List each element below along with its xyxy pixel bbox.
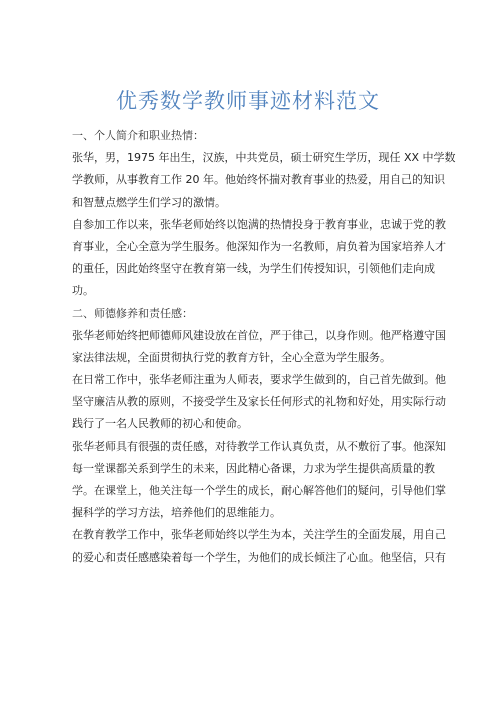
text-line: 育事业，全心全意为学生服务。他深知作为一名教师，肩负着为国家培养人才	[72, 239, 446, 253]
text-line: 张华，男，1975 年出生，汉族，中共党员，硕士研究生学历，现任 XX 中学数	[72, 151, 456, 165]
document-title: 优秀数学教师事迹材料范文	[116, 89, 380, 113]
text-line: 学。在课堂上，他关注每一个学生的成长，耐心解答他们的疑问，引导他们掌	[72, 484, 446, 497]
text-line: 在教育教学工作中，张华老师始终以学生为本，关注学生的全面发展，用自己	[72, 528, 446, 542]
text-line: 二、师德修养和责任感：	[72, 306, 193, 320]
text-line: 在日常工作中，张华老师注重为人师表，要求学生做到的，自己首先做到。他	[72, 373, 446, 387]
text-line: 自参加工作以来，张华老师始终以饱满的热情投身于教育事业，忠诚于党的教	[72, 217, 446, 231]
paragraph-2	[72, 214, 446, 303]
paragraph-6	[72, 524, 446, 568]
text-line: 功。	[72, 284, 94, 298]
text-line: 学教师，从事教育工作 20 年。他始终怀揣对教育事业的热爱，用自己的知识	[72, 173, 445, 187]
text-line: 张华老师始终把师德师风建设放在首位，严于律己，以身作则。他严格遵守国	[72, 328, 446, 342]
paragraph-1	[72, 147, 456, 214]
paragraph-3	[72, 325, 446, 369]
text-line: 践行了一名人民教师的初心和使命。	[72, 417, 248, 431]
text-line: 的重任，因此始终坚守在教育第一线，为学生们传授知识，引领他们走向成	[72, 262, 435, 276]
document-body	[72, 125, 456, 569]
section-heading-2	[72, 303, 432, 325]
text-line: 和智慧点燃学生们学习的激情。	[72, 195, 226, 209]
text-line: 张华老师具有很强的责任感，对待教学工作认真负责，从不敷衍了事。他深知	[72, 439, 446, 453]
text-line: 一、个人简介和职业热情：	[72, 129, 204, 142]
section-heading-1	[72, 125, 432, 147]
text-line: 每一堂课都关系到学生的未来，因此精心备课，力求为学生提供高质量的教	[72, 461, 435, 475]
paragraph-4	[72, 369, 446, 436]
text-line: 握科学的学习方法，培养他们的思维能力。	[72, 506, 281, 520]
text-line: 坚守廉洁从教的原则，不接受学生及家长任何形式的礼物和好处，用实际行动	[72, 395, 446, 409]
paragraph-5	[72, 436, 446, 525]
text-line: 家法律法规，全面贯彻执行党的教育方针，全心全意为学生服务。	[72, 350, 391, 364]
text-line: 的爱心和责任感感染着每一个学生，为他们的成长倾注了心血。他坚信，只有	[72, 550, 446, 564]
